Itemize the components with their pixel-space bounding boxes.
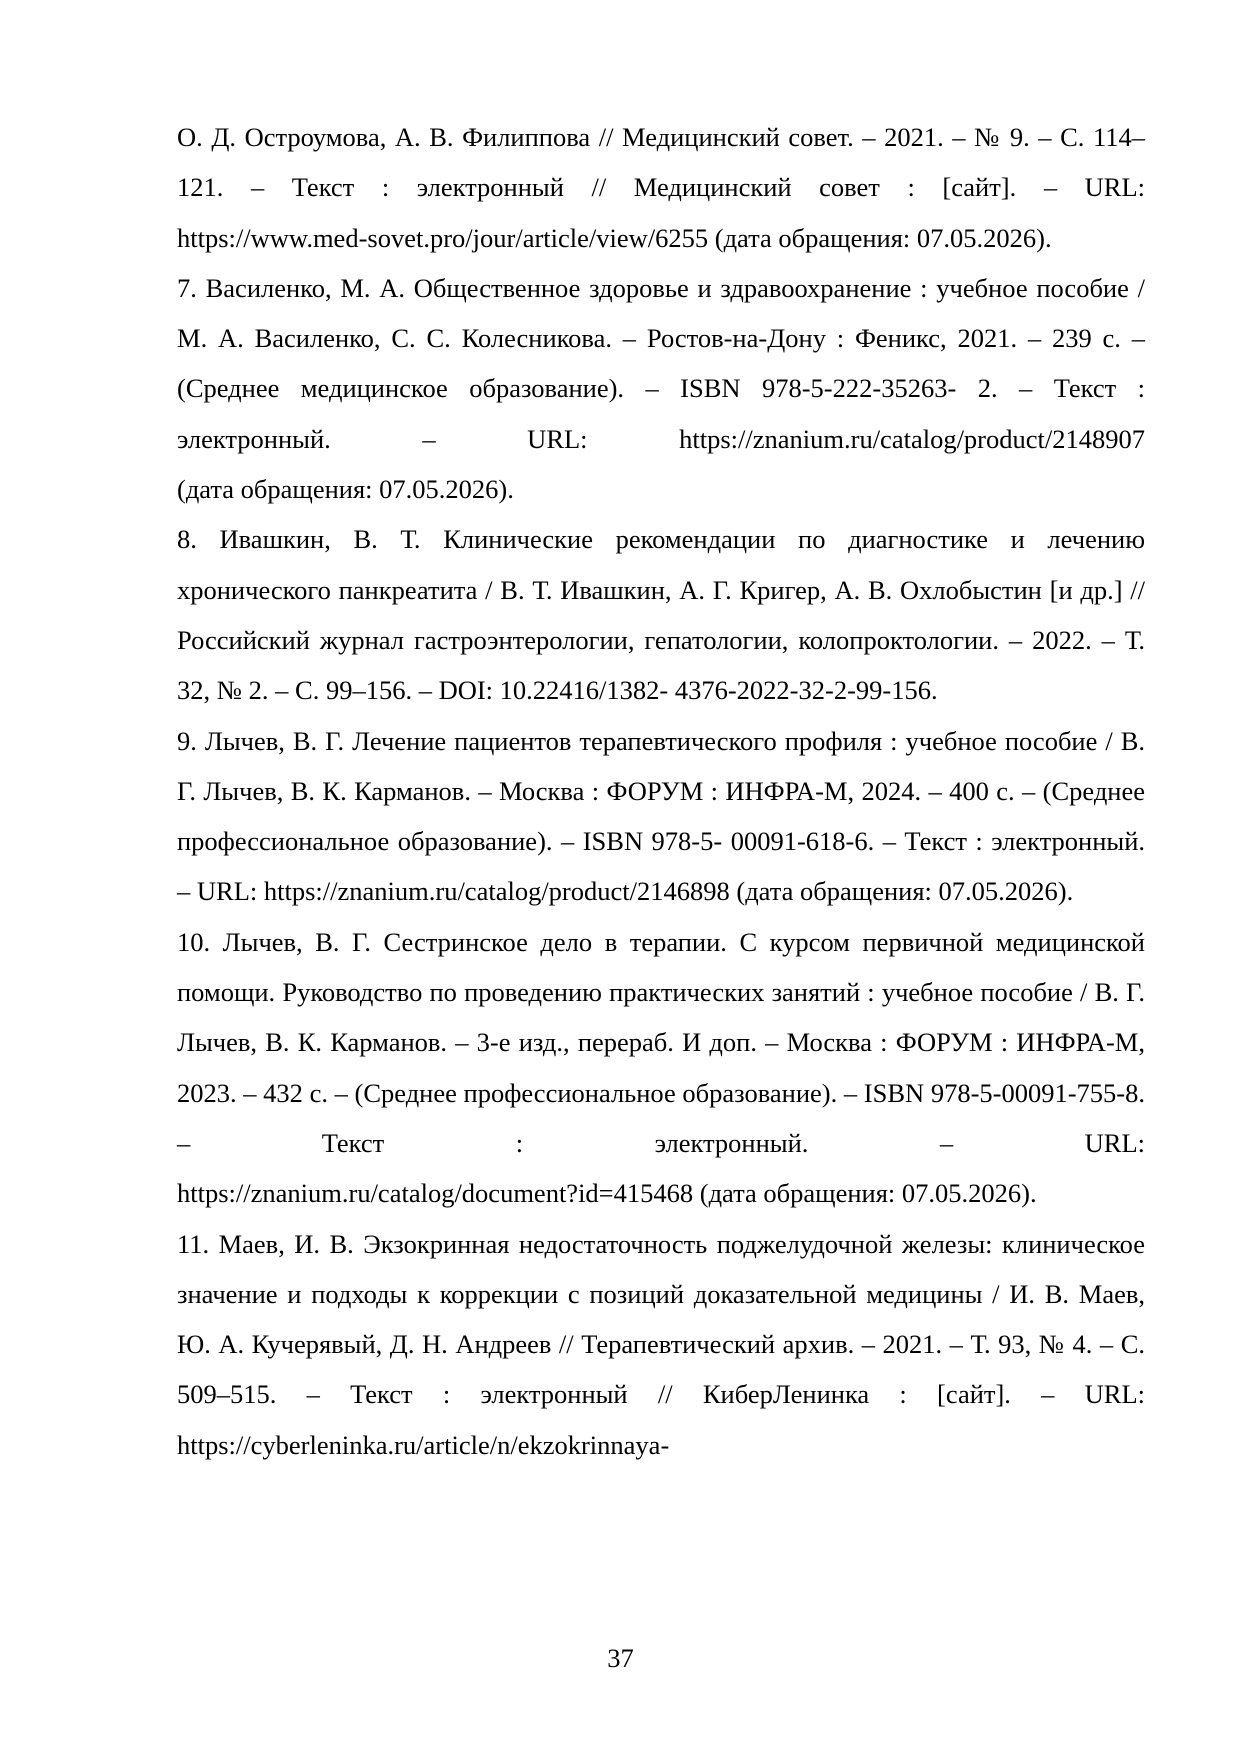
bibliography-list (177, 112, 1145, 1470)
reference-line: 2021. – 239 с. – (Среднее медицинское образование). – ISBN 978-5-222-35263- (177, 323, 1146, 404)
reference-line: [и др.] // Российский журнал гастроэнтерологии, гепатологии, (177, 574, 1146, 655)
reference-entry-11 (177, 1219, 1145, 1470)
reference-line: пособие / В. Г. Лычев, В. К. Карманов. – Москва : ФОРУМ : ИНФРА-М, (177, 725, 1146, 806)
reference-entry-6-continued (177, 112, 1145, 263)
reference-line: учебное пособие / В. Г. Лычев, В. К. Карманов. – 3-е изд., перераб. И доп. – (177, 977, 1145, 1058)
reference-line: 2024. – 400 с. – (Среднее профессиональное образование). – ISBN 978-5- (177, 775, 1146, 857)
reference-line: О. Д. Остроумова, А. В. Филиппова // Медицинский совет. – 2021. – № 9. – С. (177, 122, 1085, 152)
reference-line: 114–121. – Текст : электронный // Медицинский совет : [сайт]. – URL: (177, 122, 1146, 203)
reference-line: 9. Лычев, В. Г. Лечение пациентов терапевтического профиля : учебное (177, 725, 997, 756)
reference-line: 7. Василенко, М. А. Общественное здоровье и здравоохранение : учебное (177, 272, 1028, 303)
reference-line: образование). – ISBN 978-5-00091-755-8. – Текст : электронный. – URL: (177, 1077, 1145, 1158)
reference-line: https://www.med-sovet.pro/jour/article/view/6255 (дата обращения: 07.05.2026). (177, 222, 1052, 253)
reference-line: https://znanium.ru/catalog/document?id=415468 (дата обращения: 07.05.2026). (177, 1178, 1037, 1209)
reference-line: 00091-618-6. – Текст : электронный. – URL: (177, 826, 1146, 907)
page-number: 37 (607, 1643, 634, 1673)
reference-line: хронического панкреатита / В. Т. Ивашкин, А. Г. Кригер, А. В. Охлобыстин (177, 574, 1042, 605)
reference-line: 8. Ивашкин, В. Т. Клинические рекомендации по диагностике и лечению (177, 524, 1145, 555)
reference-line: медицинской помощи. Руководство по проведению практических занятий : (177, 926, 1145, 1008)
reference-line: 11. Маев, И. В. Экзокринная недостаточность поджелудочной железы: (177, 1228, 993, 1259)
reference-line: (дата обращения: 07.05.2026). (177, 474, 514, 505)
reference-line: КиберЛенинка : [сайт]. – URL: https://cyberleninka.ru/article/n/ekzokrinnaya- (177, 1379, 1146, 1460)
reference-line: 2. – Текст : электронный. – URL: https://znanium.ru/catalog/product/2148907 (177, 373, 1145, 454)
reference-line: пособие / М. А. Василенко, С. С. Колесникова. – Ростов-на-Дону : Феникс, (177, 272, 1145, 354)
reference-line: https://znanium.ru/catalog/product/2146898 (дата обращения: 07.05.2026). (263, 876, 1074, 907)
reference-entry-8 (177, 514, 1145, 715)
reference-line: Москва : ФОРУМ : ИНФРА-М, 2023. – 432 с. – (Среднее профессиональное (177, 1027, 1145, 1108)
reference-line: медицины / И. В. Маев, Ю. А. Кучерявый, Д. Н. Андреев // Терапевтический (177, 1278, 1146, 1360)
reference-line: колопроктологии. – 2022. – Т. 32, № 2. – С. 99–156. – DOI: 10.22416/1382- (177, 624, 1146, 706)
reference-line: клиническое значение и подходы к коррекции с позиций доказательной (177, 1228, 1145, 1309)
reference-line: 10. Лычев, В. Г. Сестринское дело в терапии. С курсом первичной (177, 926, 984, 957)
reference-entry-7 (177, 263, 1145, 514)
reference-line: архив. – 2021. – Т. 93, № 4. – С. 509–515. – Текст : электронный // (177, 1329, 1146, 1410)
reference-entry-9 (177, 716, 1145, 917)
reference-entry-10 (177, 917, 1145, 1219)
reference-line: 4376-2022-32-2-99-156. (674, 675, 938, 706)
